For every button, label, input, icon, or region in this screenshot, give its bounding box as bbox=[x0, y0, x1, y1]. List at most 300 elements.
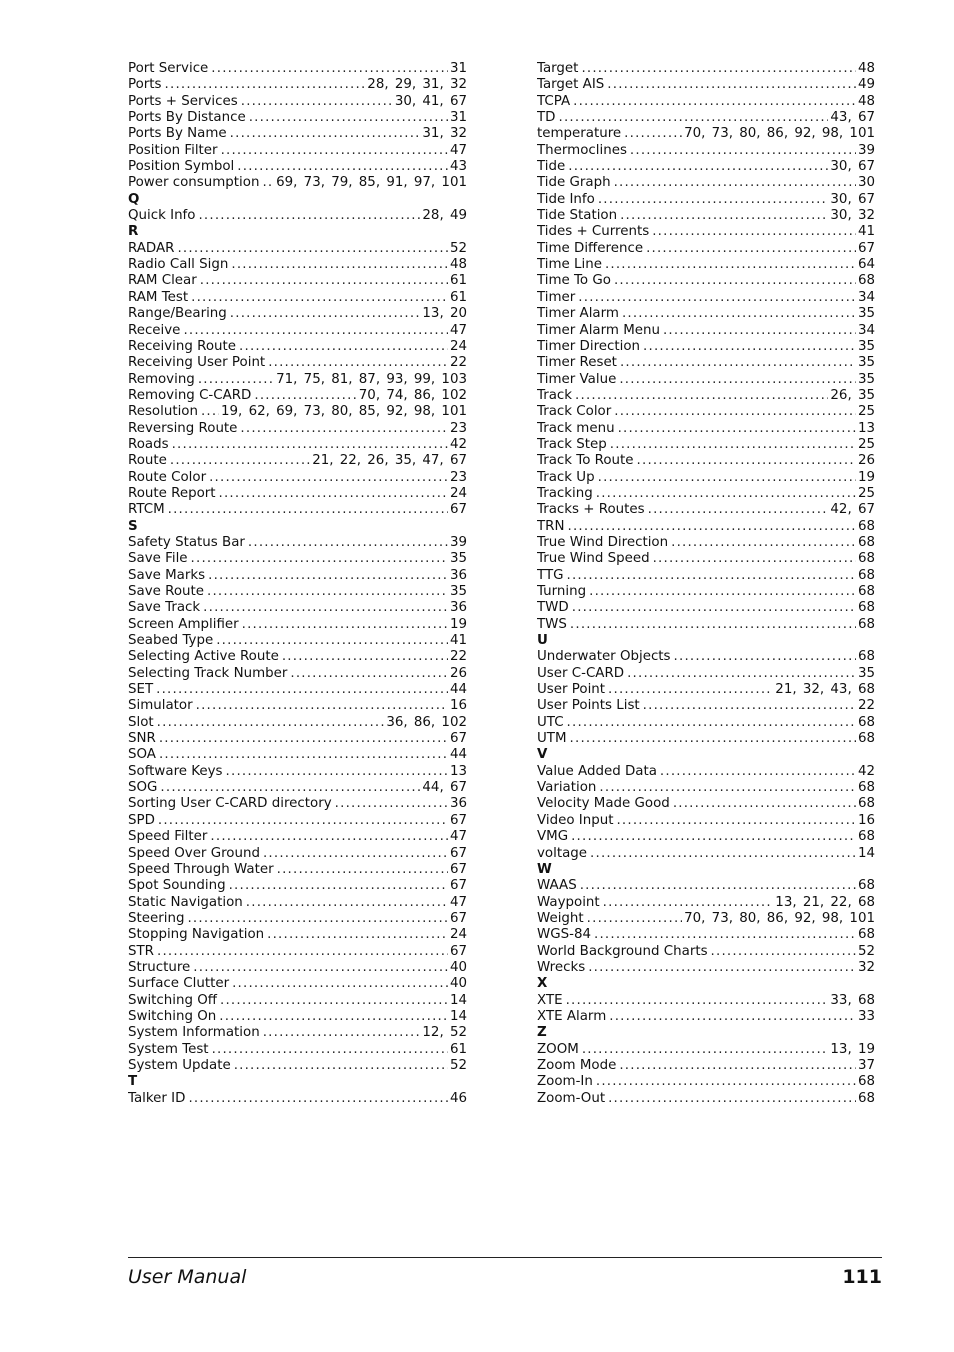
index-term: Turning bbox=[537, 584, 587, 599]
index-pages: 68 bbox=[857, 1074, 875, 1090]
dot-leader bbox=[582, 1042, 829, 1058]
dot-leader bbox=[643, 339, 856, 355]
index-term: Position Filter bbox=[128, 142, 218, 158]
dot-leader bbox=[596, 1074, 856, 1090]
index-term: Speed Filter bbox=[128, 829, 208, 845]
index-pages: 43 bbox=[449, 159, 467, 175]
index-term: Zoom-Out bbox=[537, 1090, 606, 1106]
dot-leader bbox=[191, 290, 448, 306]
dot-leader bbox=[637, 453, 856, 469]
index-entry bbox=[128, 617, 467, 633]
index-term: RTCM bbox=[128, 502, 165, 518]
index-letter-heading: U bbox=[537, 633, 548, 649]
dot-leader bbox=[614, 404, 856, 420]
index-term: Slot bbox=[128, 714, 154, 730]
index-pages: 68 bbox=[857, 551, 875, 567]
index-pages: 68 bbox=[857, 534, 875, 550]
index-term: UTC bbox=[537, 714, 564, 730]
dot-leader bbox=[201, 404, 219, 420]
index-pages: 31, 32 bbox=[422, 126, 467, 142]
index-term: Switching Off bbox=[128, 992, 218, 1008]
dot-leader bbox=[193, 960, 448, 976]
index-pages: 68 bbox=[857, 829, 875, 845]
index-term: Video Input bbox=[537, 812, 614, 828]
dot-leader bbox=[578, 290, 856, 306]
index-pages: 21, 22, 26, 35, 47, 67 bbox=[312, 453, 467, 469]
dot-leader bbox=[653, 551, 856, 567]
index-term: Power consumption bbox=[128, 175, 260, 191]
index-entry bbox=[537, 731, 875, 747]
index-pages: 61 bbox=[449, 1041, 467, 1057]
dot-leader bbox=[158, 813, 448, 829]
index-pages: 14 bbox=[449, 992, 467, 1008]
index-entry bbox=[128, 372, 467, 388]
page-number: 111 bbox=[842, 1266, 882, 1288]
dot-leader bbox=[568, 159, 828, 175]
index-term: SOA bbox=[128, 747, 156, 763]
index-term: voltage bbox=[537, 845, 588, 861]
index-entry bbox=[537, 568, 875, 584]
index-term: VMG bbox=[537, 829, 569, 845]
index-entry bbox=[537, 780, 875, 796]
index-entry bbox=[537, 306, 875, 322]
index-entry bbox=[537, 944, 875, 960]
index-term: Tide Station bbox=[537, 208, 618, 224]
index-pages: 68 bbox=[857, 567, 875, 583]
index-pages: 25 bbox=[857, 404, 875, 420]
index-entry bbox=[128, 1025, 467, 1041]
index-pages: 35 bbox=[857, 665, 875, 681]
index-pages: 31 bbox=[449, 110, 467, 126]
index-entry bbox=[128, 878, 467, 894]
index-pages: 52 bbox=[857, 943, 875, 959]
index-entry bbox=[128, 976, 467, 992]
dot-leader bbox=[168, 502, 448, 518]
dot-leader bbox=[587, 911, 682, 927]
index-entry bbox=[537, 796, 875, 812]
index-term: Software Keys bbox=[128, 763, 223, 779]
dot-leader bbox=[335, 796, 448, 812]
index-pages: 44, 67 bbox=[422, 780, 467, 796]
index-entry bbox=[537, 698, 875, 714]
index-term: Removing C-CARD bbox=[128, 387, 252, 403]
dot-leader bbox=[211, 61, 448, 77]
index-term: Ports bbox=[128, 77, 162, 93]
index-entry bbox=[537, 143, 875, 159]
index-entry bbox=[537, 126, 875, 142]
dot-leader bbox=[277, 862, 448, 878]
index-term: SET bbox=[128, 682, 154, 698]
dot-leader bbox=[219, 1009, 448, 1025]
index-term: WGS-84 bbox=[537, 927, 591, 943]
index-entry bbox=[537, 77, 875, 93]
index-entry bbox=[128, 1042, 467, 1058]
index-term: Receive bbox=[128, 322, 181, 338]
index-pages: 24 bbox=[449, 485, 467, 501]
dot-leader bbox=[660, 764, 856, 780]
dot-leader bbox=[267, 927, 448, 943]
dot-leader bbox=[159, 747, 448, 763]
dot-leader bbox=[572, 600, 856, 616]
index-entry bbox=[537, 339, 875, 355]
dot-leader bbox=[239, 339, 448, 355]
index-pages: 21, 32, 43, 68 bbox=[775, 682, 875, 698]
index-term: TWS bbox=[537, 616, 567, 632]
index-term: Save Marks bbox=[128, 567, 206, 583]
index-pages: 32 bbox=[857, 959, 875, 975]
index-pages: 67 bbox=[449, 502, 467, 518]
dot-leader bbox=[603, 895, 774, 911]
index-pages: 12, 52 bbox=[422, 1025, 467, 1041]
index-term: User C-CARD bbox=[537, 665, 625, 681]
dot-leader bbox=[580, 878, 856, 894]
index-term: System Test bbox=[128, 1041, 209, 1057]
index-entry bbox=[128, 666, 467, 682]
dot-leader bbox=[157, 715, 385, 731]
dot-leader bbox=[268, 355, 448, 371]
index-pages: 67 bbox=[449, 943, 467, 959]
dot-leader bbox=[290, 666, 448, 682]
index-entry bbox=[537, 535, 875, 551]
index-entry bbox=[537, 110, 875, 126]
index-term: RADAR bbox=[128, 240, 175, 256]
index-pages: 26 bbox=[857, 453, 875, 469]
index-entry bbox=[128, 77, 467, 93]
footer-title: User Manual bbox=[128, 1266, 247, 1288]
index-term: Tide Graph bbox=[537, 175, 611, 191]
index-entry bbox=[128, 911, 467, 927]
index-term: ZOOM bbox=[537, 1041, 579, 1057]
index-entry bbox=[128, 453, 467, 469]
index-term: Time To Go bbox=[537, 273, 611, 289]
dot-leader bbox=[620, 208, 828, 224]
index-entry bbox=[128, 61, 467, 77]
index-entry bbox=[128, 731, 467, 747]
index-entry bbox=[537, 159, 875, 175]
index-pages: 61 bbox=[449, 289, 467, 305]
index-pages: 28, 49 bbox=[422, 208, 467, 224]
index-pages: 68 bbox=[857, 616, 875, 632]
dot-leader bbox=[588, 960, 856, 976]
index-letter-heading: S bbox=[128, 518, 138, 534]
index-entry bbox=[537, 1074, 875, 1090]
index-pages: 13, 19 bbox=[830, 1041, 875, 1057]
index-pages: 30, 41, 67 bbox=[394, 93, 467, 109]
index-entry bbox=[537, 208, 875, 224]
index-term: RAM Test bbox=[128, 289, 189, 305]
dot-leader bbox=[219, 486, 448, 502]
dot-leader bbox=[230, 126, 421, 142]
index-entry bbox=[128, 323, 467, 339]
index-entry bbox=[128, 944, 467, 960]
index-entry bbox=[128, 290, 467, 306]
index-pages: 19 bbox=[857, 469, 875, 485]
index-pages: 67 bbox=[449, 878, 467, 894]
index-term: Simulator bbox=[128, 698, 193, 714]
dot-leader bbox=[663, 323, 856, 339]
index-entry bbox=[537, 895, 875, 911]
index-entry bbox=[537, 1058, 875, 1074]
index-entry bbox=[128, 600, 467, 616]
index-entry bbox=[537, 273, 875, 289]
index-entry bbox=[537, 666, 875, 682]
dot-leader bbox=[599, 780, 856, 796]
index-term: Underwater Objects bbox=[537, 649, 671, 665]
index-term: Timer bbox=[537, 289, 576, 305]
dot-leader bbox=[711, 944, 856, 960]
dot-leader bbox=[568, 519, 856, 535]
index-pages: 16 bbox=[449, 698, 467, 714]
index-term: Target bbox=[537, 61, 579, 76]
dot-leader bbox=[198, 372, 274, 388]
index-term: Velocity Made Good bbox=[537, 796, 670, 812]
index-letter-heading: Q bbox=[128, 191, 140, 207]
index-entry bbox=[128, 502, 467, 518]
index-entry bbox=[128, 306, 467, 322]
index-entry bbox=[537, 764, 875, 780]
index-entry bbox=[128, 764, 467, 780]
index-term: Tracks + Routes bbox=[537, 502, 645, 518]
index-term: True Wind Direction bbox=[537, 534, 669, 550]
index-term: Safety Status Bar bbox=[128, 534, 245, 550]
index-entry bbox=[128, 813, 467, 829]
index-entry bbox=[537, 1009, 875, 1025]
dot-leader bbox=[226, 764, 448, 780]
index-letter-heading: W bbox=[537, 861, 552, 877]
dot-leader bbox=[198, 208, 420, 224]
index-pages: 23 bbox=[449, 420, 467, 436]
index-term: TRN bbox=[537, 518, 565, 534]
dot-leader bbox=[567, 568, 856, 584]
index-term: Radio Call Sign bbox=[128, 257, 229, 273]
index-entry bbox=[128, 257, 467, 273]
index-term: TWD bbox=[537, 600, 569, 616]
index-entry bbox=[128, 535, 467, 551]
index-term: TTG bbox=[537, 567, 564, 583]
index-pages: 16 bbox=[857, 812, 875, 828]
index-term: Track Color bbox=[537, 404, 612, 420]
dot-leader bbox=[610, 437, 856, 453]
index-entry bbox=[537, 372, 875, 388]
index-pages: 48 bbox=[449, 257, 467, 273]
index-pages: 40 bbox=[449, 976, 467, 992]
index-pages: 40 bbox=[449, 959, 467, 975]
index-entry bbox=[128, 159, 467, 175]
index-pages: 24 bbox=[449, 927, 467, 943]
dot-leader bbox=[221, 143, 448, 159]
index-letter-heading: V bbox=[537, 747, 548, 763]
index-term: Zoom-In bbox=[537, 1074, 593, 1090]
index-pages: 35 bbox=[857, 371, 875, 387]
index-term: WAAS bbox=[537, 878, 577, 894]
dot-leader bbox=[598, 192, 829, 208]
index-pages: 30, 67 bbox=[830, 159, 875, 175]
index-entry bbox=[537, 584, 875, 600]
index-pages: 67 bbox=[857, 240, 875, 256]
index-term: UTM bbox=[537, 731, 567, 747]
index-letter-heading: Z bbox=[537, 1025, 547, 1041]
index-entry bbox=[537, 846, 875, 862]
dot-leader bbox=[241, 94, 393, 110]
index-term: Steering bbox=[128, 910, 185, 926]
index-entry bbox=[128, 388, 467, 404]
index-entry bbox=[537, 878, 875, 894]
dot-leader bbox=[196, 698, 448, 714]
dot-leader bbox=[177, 241, 447, 257]
index-pages: 13, 20 bbox=[422, 306, 467, 322]
index-term: Screen Amplifier bbox=[128, 616, 239, 632]
index-entry bbox=[128, 780, 467, 796]
dot-leader bbox=[581, 61, 856, 77]
index-pages: 68 bbox=[857, 731, 875, 747]
index-term: Save Route bbox=[128, 584, 204, 599]
dot-leader bbox=[207, 584, 448, 600]
dot-leader bbox=[234, 1058, 448, 1074]
dot-leader bbox=[242, 617, 448, 633]
dot-leader bbox=[627, 666, 856, 682]
dot-leader bbox=[230, 306, 421, 322]
index-entry bbox=[537, 192, 875, 208]
dot-leader bbox=[590, 846, 856, 862]
index-term: Weight bbox=[537, 910, 584, 926]
index-term: Thermoclines bbox=[537, 142, 627, 158]
index-entry bbox=[128, 175, 467, 191]
index-pages: 22 bbox=[857, 698, 875, 714]
index-term: Track Step bbox=[537, 436, 607, 452]
index-entry bbox=[537, 829, 875, 845]
index-entry bbox=[537, 323, 875, 339]
dot-leader bbox=[210, 829, 448, 845]
index-pages: 41 bbox=[449, 633, 467, 649]
index-pages: 26, 35 bbox=[830, 387, 875, 403]
index-term: Speed Over Ground bbox=[128, 845, 260, 861]
index-pages: 67 bbox=[449, 861, 467, 877]
index-entry bbox=[537, 813, 875, 829]
dot-leader bbox=[575, 388, 828, 404]
index-term: Tides + Currents bbox=[537, 224, 650, 240]
index-term: World Background Charts bbox=[537, 943, 708, 959]
index-pages: 34 bbox=[857, 322, 875, 338]
index-term: Structure bbox=[128, 959, 191, 975]
dot-leader bbox=[282, 649, 448, 665]
index-entry bbox=[537, 600, 875, 616]
index-pages: 44 bbox=[449, 747, 467, 763]
index-entry bbox=[128, 682, 467, 698]
index-entry bbox=[128, 273, 467, 289]
dot-leader bbox=[254, 388, 356, 404]
index-entry bbox=[537, 175, 875, 191]
index-pages: 68 bbox=[857, 518, 875, 534]
dot-leader bbox=[187, 911, 448, 927]
dot-leader bbox=[594, 927, 856, 943]
dot-leader bbox=[229, 878, 448, 894]
index-entry bbox=[128, 1091, 467, 1107]
index-entry bbox=[128, 584, 467, 600]
index-entry bbox=[128, 1058, 467, 1074]
index-pages: 68 bbox=[857, 780, 875, 796]
index-entry bbox=[537, 61, 875, 77]
index-entry bbox=[128, 404, 467, 420]
index-entry bbox=[128, 747, 467, 763]
index-term: Value Added Data bbox=[537, 763, 657, 779]
index-term: User Point bbox=[537, 682, 606, 698]
index-term: SOG bbox=[128, 780, 158, 796]
dot-leader bbox=[573, 94, 856, 110]
index-pages: 42 bbox=[449, 436, 467, 452]
index-term: System Update bbox=[128, 1057, 231, 1073]
dot-leader bbox=[559, 110, 829, 126]
index-entry bbox=[537, 355, 875, 371]
dot-leader bbox=[619, 372, 856, 388]
index-entry bbox=[128, 633, 467, 649]
dot-leader bbox=[220, 993, 448, 1009]
index-pages: 68 bbox=[857, 600, 875, 616]
index-pages: 44 bbox=[449, 682, 467, 698]
index-term: Receiving Route bbox=[128, 338, 237, 354]
index-entry bbox=[128, 895, 467, 911]
dot-leader bbox=[240, 421, 448, 437]
index-pages: 42 bbox=[857, 763, 875, 779]
index-entry bbox=[128, 551, 467, 567]
index-pages: 35 bbox=[449, 584, 467, 599]
index-entry bbox=[537, 911, 875, 927]
index-term: Timer Direction bbox=[537, 338, 641, 354]
dot-leader bbox=[172, 437, 448, 453]
index-entry bbox=[128, 486, 467, 502]
index-entry bbox=[128, 649, 467, 665]
index-term: Talker ID bbox=[128, 1090, 186, 1106]
dot-leader bbox=[624, 126, 682, 142]
dot-leader bbox=[648, 502, 829, 518]
index-term: Static Navigation bbox=[128, 894, 243, 910]
index-entry bbox=[128, 437, 467, 453]
index-entry bbox=[128, 355, 467, 371]
index-term: Time Line bbox=[537, 257, 602, 273]
index-term: RAM Clear bbox=[128, 273, 197, 289]
dot-leader bbox=[571, 829, 856, 845]
index-pages: 22 bbox=[449, 649, 467, 665]
index-term: Resolution bbox=[128, 404, 198, 420]
dot-leader bbox=[156, 682, 448, 698]
index-entry bbox=[537, 927, 875, 943]
index-term: Removing bbox=[128, 371, 195, 387]
index-pages: 36 bbox=[449, 567, 467, 583]
index-pages: 36, 86, 102 bbox=[386, 714, 467, 730]
index-entry bbox=[128, 568, 467, 584]
index-pages: 69, 73, 79, 85, 91, 97, 101 bbox=[276, 175, 467, 191]
index-pages: 70, 73, 80, 86, 92, 98, 101 bbox=[684, 126, 875, 142]
index-entry bbox=[128, 94, 467, 110]
dot-leader bbox=[607, 77, 856, 93]
index-term: Save File bbox=[128, 551, 188, 567]
index-entry bbox=[537, 502, 875, 518]
index-term: Tracking bbox=[537, 485, 593, 501]
index-pages: 31 bbox=[449, 61, 467, 76]
index-entry bbox=[537, 257, 875, 273]
dot-leader bbox=[159, 731, 448, 747]
index-pages: 25 bbox=[857, 485, 875, 501]
index-letter-heading: T bbox=[128, 1074, 138, 1090]
dot-leader bbox=[618, 421, 856, 437]
dot-leader bbox=[183, 323, 448, 339]
index-entry bbox=[128, 1009, 467, 1025]
index-entry bbox=[537, 241, 875, 257]
index-term: True Wind Speed bbox=[537, 551, 650, 567]
index-pages: 34 bbox=[857, 289, 875, 305]
dot-leader bbox=[605, 257, 856, 273]
index-term: Route bbox=[128, 453, 167, 469]
index-term: Switching On bbox=[128, 1008, 217, 1024]
